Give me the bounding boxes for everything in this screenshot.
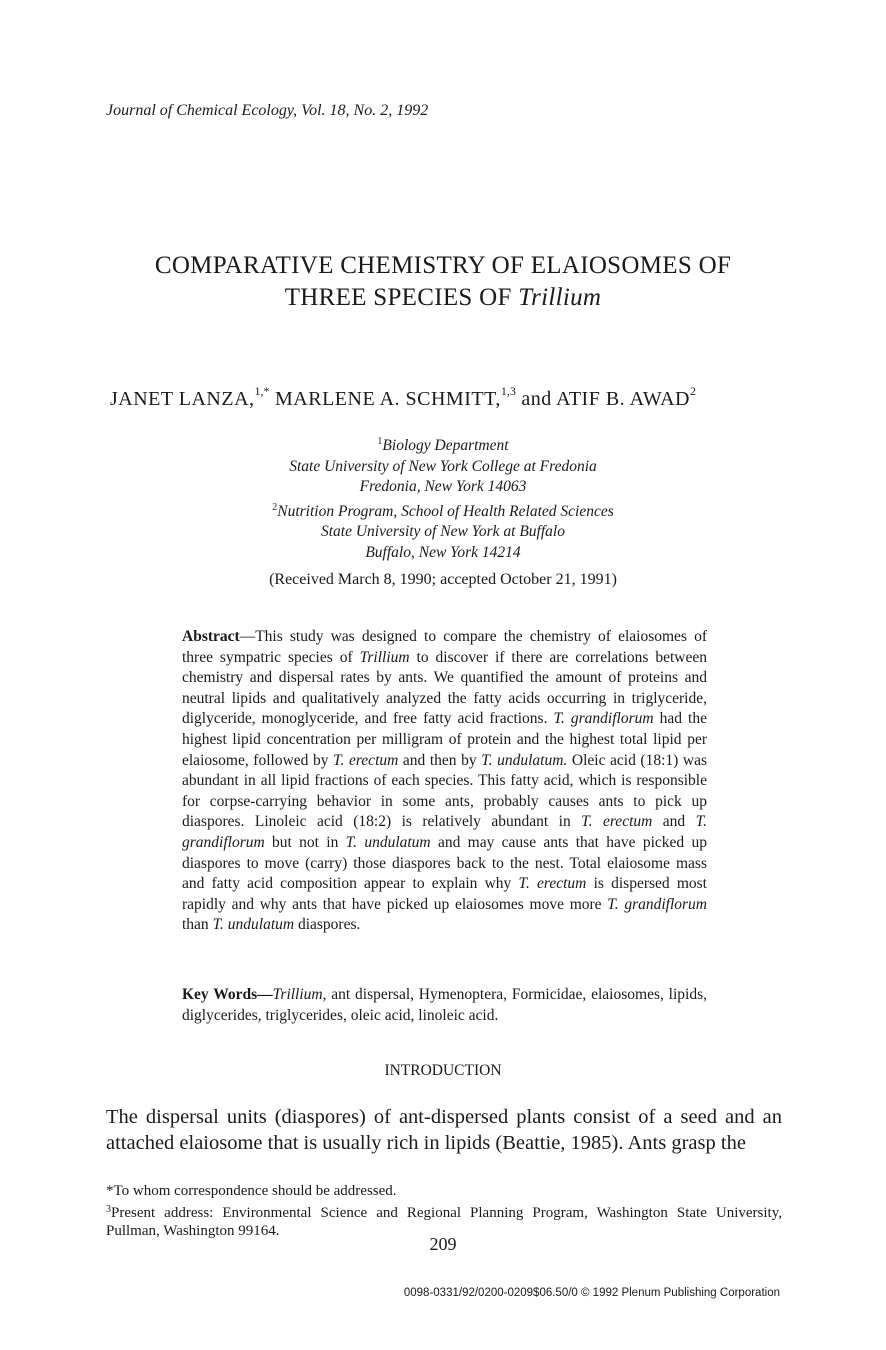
footnote-marker: 3 <box>106 1203 111 1215</box>
footnote-address-text: Present address: Environmental Science and Regional Planning Program, Washington State University, Pullman, Washington 99164. <box>106 1204 782 1239</box>
affil-line-2: State University of New York College at Fredonia <box>289 457 597 475</box>
abstract-text: to discover if there are correlations between chemistry and dispersal rates by ants. We quantified the amount of proteins and neutral lipids and qualitatively analyzed the fatty acids occurring in triglyceride, diglyceride, monoglyceride, and free fatty acid fractions. <box>182 648 708 728</box>
affil-line-3: Fredonia, New York 14063 <box>359 478 527 495</box>
title-genus: Trillium <box>518 284 602 311</box>
abstract-text: diaspores. <box>294 916 361 934</box>
abstract-taxon: T. grandiflorum <box>607 895 707 913</box>
copyright-line: 0098-0331/92/0200-0209$06.50/0 © 1992 Plenum Publishing Corporation <box>403 1287 780 1299</box>
abstract-taxon: Trillium <box>359 648 410 666</box>
abstract-taxon: T. undulatum <box>345 833 431 851</box>
page-number: 209 <box>429 1234 457 1254</box>
affil-line-4 <box>0 498 886 523</box>
abstract-text: and may cause ants that have picked up diaspores to move (carry) those diaspores back to the nest. Total elaiosome mass and fatty acid composition appear to explain why <box>182 833 707 893</box>
author-conjunction: and <box>515 388 557 410</box>
affil-marker-2: 2 <box>272 501 278 513</box>
abstract-taxon: T. grandiflorum <box>553 710 654 728</box>
journal-citation: Journal of Chemical Ecology, Vol. 18, No. 2, 1992 <box>106 102 429 119</box>
abstract-taxon: T. erectum <box>333 751 399 769</box>
title-prefix: THREE SPECIES OF <box>284 284 519 311</box>
footnotes <box>106 1182 782 1241</box>
abstract-taxon: T. undulatum <box>212 916 295 934</box>
affiliations <box>0 432 886 563</box>
affil-line-6: Buffalo, New York 14214 <box>365 543 521 561</box>
introduction-paragraph: The dispersal units (diaspores) of ant-dispersed plants consist of a seed and an attached elaiosome that is usually rich in lipids (Beattie, 1985). Ants grasp the <box>106 1106 782 1154</box>
abstract-text: and <box>652 813 696 831</box>
received-dates: (Received March 8, 1990; accepted October 21, 1991) <box>269 571 617 588</box>
abstract-text: but not in <box>264 833 346 851</box>
abstract-taxon: T. erectum <box>581 813 653 831</box>
author-list <box>110 384 696 411</box>
abstract-taxon: T. erectum <box>518 875 587 893</box>
author-2-affil: 1,3 <box>500 384 516 398</box>
affil-marker-1: 1 <box>377 436 383 447</box>
abstract-taxon: T. grandiflorum <box>182 813 707 851</box>
abstract-text: and then by <box>398 751 482 769</box>
abstract-text: Oleic acid (18:1) was abundant in all lipid fractions of each species. This fatty acid, which is responsible for corpse-carrying behavior in some ants, probably causes ants to pick up diaspores. Linoleic acid (18:2) is relatively abundant in <box>182 751 707 831</box>
author-1: JANET LANZA, <box>110 388 255 410</box>
abstract-text: had the highest lipid concentration per milligram of protein and the highest total lipid per elaiosome, followed by <box>182 710 707 769</box>
abstract-taxon: T. undulatum. <box>481 751 568 769</box>
abstract <box>182 627 707 936</box>
affil-dept-1: Biology Department <box>382 437 509 454</box>
abstract-label: Abstract <box>182 628 240 645</box>
key-words <box>182 985 707 1026</box>
paper-title-line-1: COMPARATIVE CHEMISTRY OF ELAIOSOMES OF <box>154 252 732 279</box>
abstract-text: is dispersed most rapidly and why ants that have picked up elaiosomes move more <box>182 875 707 913</box>
author-2: MARLENE A. SCHMITT, <box>269 388 501 410</box>
affil-line-1 <box>0 432 886 457</box>
author-1-affil: 1,* <box>254 384 270 398</box>
paper-title-line-2 <box>0 284 886 312</box>
author-3: ATIF B. AWAD <box>556 388 690 410</box>
key-words-list: ant dispersal, Hymenoptera, Formicidae, elaiosomes, lipids, diglycerides, triglycerides, oleic acid, linoleic acid. <box>182 986 707 1024</box>
affil-dept-2: Nutrition Program, School of Health Related Sciences <box>277 502 614 520</box>
affil-line-5: State University of New York at Buffalo <box>321 523 565 540</box>
abstract-text: than <box>182 916 213 934</box>
key-words-label: Key Words— <box>182 986 273 1003</box>
footnote-correspondence: *To whom correspondence should be addressed. <box>106 1183 397 1199</box>
section-heading-introduction: INTRODUCTION <box>384 1062 502 1079</box>
author-3-affil: 2 <box>689 384 696 398</box>
abstract-text: —This study was designed to compare the chemistry of elaiosomes of three sympatric species of <box>182 628 707 666</box>
key-word-taxon: Trillium, <box>272 986 327 1003</box>
